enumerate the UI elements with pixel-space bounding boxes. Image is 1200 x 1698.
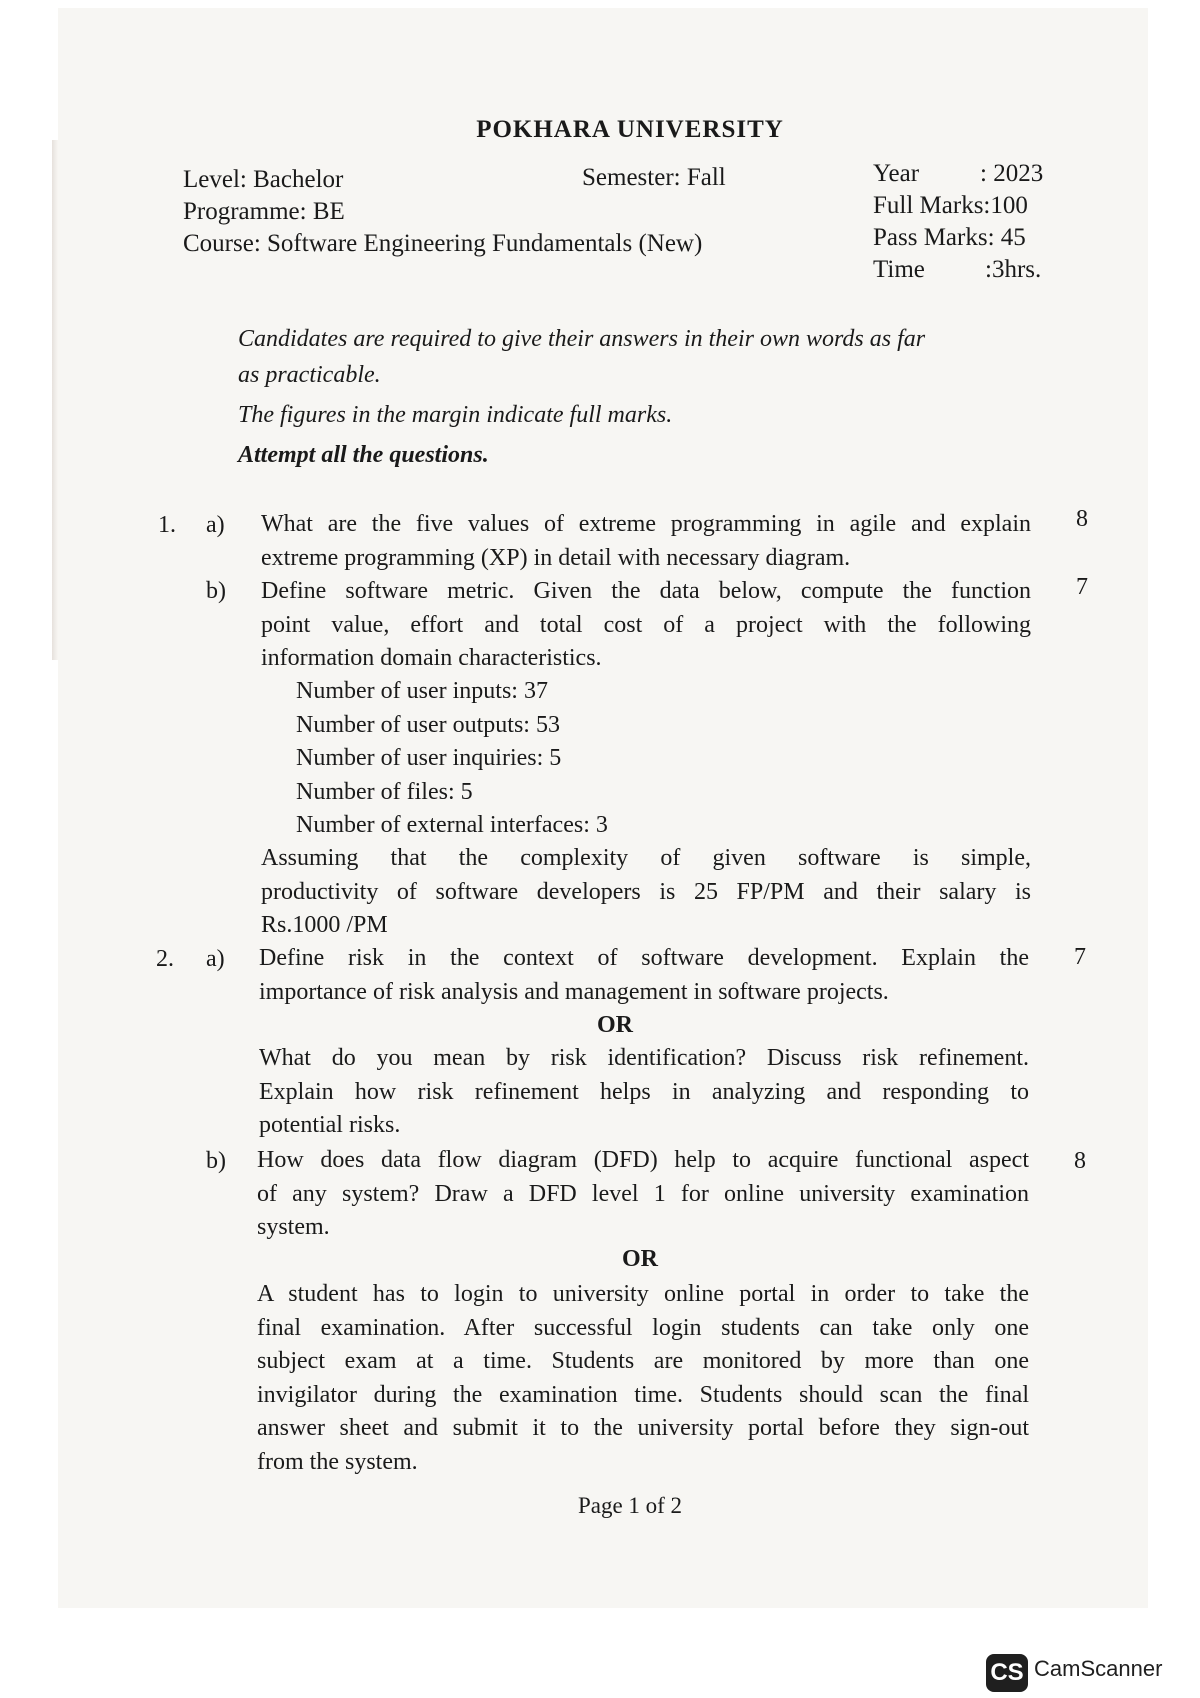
instruction-line-2: as practicable. [238, 362, 381, 388]
text-line: answer sheet and submit it to the university portal before they sign-out [257, 1415, 1029, 1441]
question-2a-text [259, 942, 1029, 1009]
text-line: system. [257, 1214, 330, 1240]
question-2-number: 2. [156, 946, 174, 972]
text-line: final examination. After successful login students can take only one [257, 1314, 1029, 1341]
question-2b-label: b) [206, 1148, 226, 1174]
text-line: Assuming that the complexity of given software is simple, [261, 845, 1031, 871]
page-edge-shadow [52, 140, 58, 660]
time-label: Time [873, 256, 925, 283]
university-title: POKHARA UNIVERSITY [476, 116, 784, 143]
question-1a-label: a) [206, 512, 225, 538]
year-label: Year [873, 160, 920, 187]
question-1b-marks: 7 [1076, 574, 1088, 600]
question-2b-marks: 8 [1074, 1148, 1086, 1174]
semester-text: Semester: Fall [582, 164, 726, 191]
question-1b-label: b) [206, 578, 226, 604]
question-2b-alternative-text [257, 1278, 1029, 1479]
camscanner-watermark: CamScanner [1034, 1656, 1163, 1681]
list-item: Number of user inquiries: 5 [296, 745, 562, 771]
list-item: Number of user inputs: 37 [296, 678, 548, 704]
or-separator-2: OR [622, 1246, 658, 1272]
text-line: information domain characteristics. [261, 645, 602, 671]
text-line: What are the five values of extreme programming in agile and explain [261, 511, 1031, 537]
course-text: Course: Software Engineering Fundamentals (New) [183, 230, 703, 257]
pass-marks-text: Pass Marks: 45 [873, 224, 1026, 251]
question-2a-marks: 7 [1074, 944, 1086, 970]
question-1b-assumption [261, 842, 1031, 943]
text-line: from the system. [257, 1448, 418, 1475]
instruction-line-3: The figures in the margin indicate full marks. [238, 402, 673, 428]
text-line: How does data flow diagram (DFD) help to acquire functional aspect [257, 1147, 1029, 1173]
text-line: productivity of software developers is 25 FP/PM and their salary is [261, 878, 1031, 905]
question-1-number: 1. [158, 512, 176, 538]
text-line: Explain how risk refinement helps in analyzing and responding to [259, 1078, 1029, 1105]
text-line: Rs.1000 /PM [261, 912, 388, 938]
question-2a-alternative-text [259, 1042, 1029, 1143]
or-separator-1: OR [597, 1012, 633, 1038]
list-item: Number of user outputs: 53 [296, 712, 560, 738]
text-line: subject exam at a time. Students are monitored by more than one [257, 1348, 1029, 1374]
text-line: What do you mean by risk identification? Discuss risk refinement. [259, 1045, 1029, 1071]
level-text: Level: Bachelor [183, 166, 344, 193]
text-line: importance of risk analysis and management in software projects. [259, 978, 889, 1005]
time-value: :3hrs. [985, 256, 1042, 283]
instruction-line-4: Attempt all the questions. [238, 442, 489, 468]
text-line: A student has to login to university online portal in order to take the [257, 1281, 1029, 1307]
text-line: invigilator during the examination time. Students should scan the final [257, 1381, 1029, 1408]
question-1a-text [261, 508, 1031, 575]
programme-text: Programme: BE [183, 198, 345, 225]
text-line: of any system? Draw a DFD level 1 for online university examination [257, 1180, 1029, 1207]
instruction-line-1: Candidates are required to give their answers in their own words as far [238, 326, 926, 352]
text-line: Define software metric. Given the data below, compute the function [261, 578, 1031, 604]
question-1a-marks: 8 [1076, 506, 1088, 532]
question-2b-text [257, 1144, 1029, 1245]
list-item: Number of files: 5 [296, 779, 473, 805]
text-line: point value, effort and total cost of a project with the following [261, 611, 1031, 638]
full-marks-text: Full Marks:100 [873, 192, 1028, 219]
text-line: potential risks. [259, 1112, 401, 1138]
question-1b-text [261, 575, 1031, 676]
page-number: Page 1 of 2 [577, 1493, 683, 1518]
text-line: extreme programming (XP) in detail with necessary diagram. [261, 544, 851, 571]
list-item: Number of external interfaces: 3 [296, 812, 608, 838]
text-line: Define risk in the context of software development. Explain the [259, 945, 1029, 971]
year-value: : 2023 [980, 160, 1044, 187]
camscanner-logo-icon: CS [986, 1654, 1028, 1692]
question-2a-label: a) [206, 946, 225, 972]
